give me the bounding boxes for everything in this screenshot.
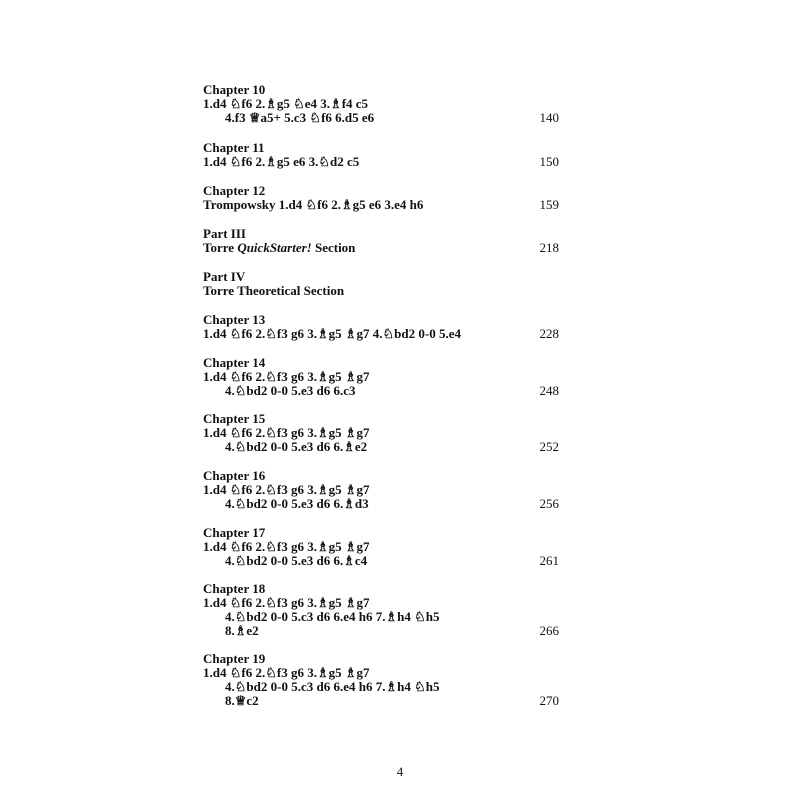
footer-page-number: 4 [396, 764, 404, 779]
toc-line-prefix: Torre [203, 240, 238, 255]
toc-heading: Chapter 12 [203, 183, 266, 198]
toc-heading: Part IV [203, 269, 246, 284]
table-of-contents [203, 83, 561, 708]
toc-line: 4.♘bd2 0-0 5.e3 d6 6.♗d3 [225, 496, 369, 511]
toc-line: 4.♘bd2 0-0 5.e3 d6 6.♗e2 [225, 439, 368, 454]
toc-line: 1.d4 ♘f6 2.♗g5 ♘e4 3.♗f4 c5 [203, 96, 369, 111]
toc-entry-chapter-12 [203, 184, 561, 212]
toc-page-number: 256 [539, 496, 559, 511]
toc-page-number: 248 [539, 383, 559, 398]
toc-page-number: 159 [539, 197, 559, 212]
toc-line: 1.d4 ♘f6 2.♘f3 g6 3.♗g5 ♗g7 4.♘bd2 0-0 5.e4 [203, 326, 461, 341]
toc-page-number: 228 [539, 326, 559, 341]
toc-line: Torre Theoretical Section [203, 283, 345, 298]
toc-line: 4.♘bd2 0-0 5.c3 d6 6.e4 h6 7.♗h4 ♘h5 [225, 609, 440, 624]
toc-line: 1.d4 ♘f6 2.♘f3 g6 3.♗g5 ♗g7 [203, 539, 370, 554]
toc-heading: Chapter 15 [203, 411, 266, 426]
toc-heading: Chapter 19 [203, 651, 266, 666]
toc-line: 1.d4 ♘f6 2.♘f3 g6 3.♗g5 ♗g7 [203, 595, 370, 610]
toc-entry-chapter-11 [203, 141, 561, 169]
toc-heading: Chapter 10 [203, 82, 266, 97]
toc-line-suffix: Section [311, 240, 356, 255]
toc-entry-chapter-15 [203, 412, 561, 454]
toc-heading: Part III [203, 226, 246, 241]
toc-line: 4.♘bd2 0-0 5.c3 d6 6.e4 h6 7.♗h4 ♘h5 [225, 679, 440, 694]
toc-page-number: 266 [539, 623, 559, 638]
toc-line: 4.f3 ♕a5+ 5.c3 ♘f6 6.d5 e6 [225, 110, 375, 125]
toc-entry-chapter-18 [203, 582, 561, 638]
toc-entry-chapter-16 [203, 469, 561, 511]
toc-heading: Chapter 14 [203, 355, 266, 370]
toc-page-number: 270 [539, 693, 559, 708]
toc-entry-chapter-13 [203, 313, 561, 341]
toc-page-number: 218 [539, 240, 559, 255]
toc-page-number: 150 [539, 154, 559, 169]
toc-line: 8.♗e2 [225, 623, 259, 638]
toc-page-number: 252 [539, 439, 559, 454]
toc-line: 1.d4 ♘f6 2.♘f3 g6 3.♗g5 ♗g7 [203, 665, 370, 680]
toc-heading: Chapter 16 [203, 468, 266, 483]
toc-heading: Chapter 18 [203, 581, 266, 596]
toc-heading: Chapter 13 [203, 312, 266, 327]
toc-line: 1.d4 ♘f6 2.♗g5 e6 3.♘d2 c5 [203, 154, 360, 169]
toc-page-number: 261 [539, 553, 559, 568]
toc-line: Trompowsky 1.d4 ♘f6 2.♗g5 e6 3.e4 h6 [203, 197, 424, 212]
toc-line: 4.♘bd2 0-0 5.e3 d6 6.♗c4 [225, 553, 368, 568]
toc-line: 1.d4 ♘f6 2.♘f3 g6 3.♗g5 ♗g7 [203, 482, 370, 497]
toc-line-italic: QuickStarter! [237, 240, 312, 255]
toc-entry-part-3 [203, 227, 561, 255]
toc-line [203, 241, 533, 255]
toc-line: 8.♕c2 [225, 693, 259, 708]
toc-page-number: 140 [539, 110, 559, 125]
toc-entry-chapter-10 [203, 83, 561, 125]
toc-heading: Chapter 17 [203, 525, 266, 540]
toc-entry-chapter-14 [203, 356, 561, 398]
toc-entry-chapter-19 [203, 652, 561, 708]
toc-heading: Chapter 11 [203, 140, 265, 155]
toc-line: 1.d4 ♘f6 2.♘f3 g6 3.♗g5 ♗g7 [203, 369, 370, 384]
toc-line: 4.♘bd2 0-0 5.e3 d6 6.c3 [225, 383, 356, 398]
toc-entry-chapter-17 [203, 526, 561, 568]
toc-entry-part-4 [203, 270, 561, 298]
toc-line: 1.d4 ♘f6 2.♘f3 g6 3.♗g5 ♗g7 [203, 425, 370, 440]
